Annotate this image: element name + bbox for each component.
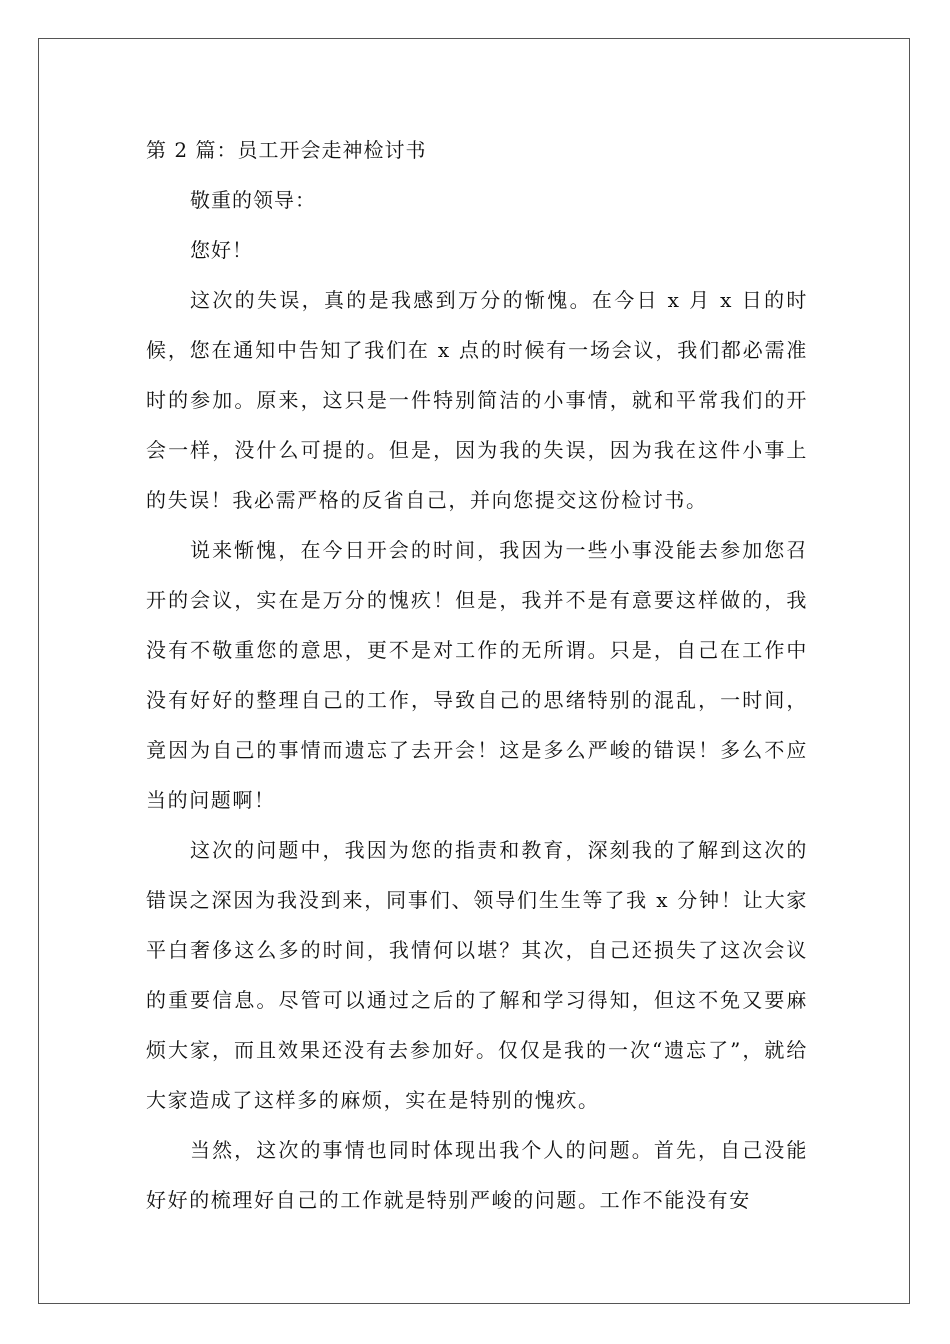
paragraph-2: 说来惭愧，在今日开会的时间，我因为一些小事没能去参加您召开的会议，实在是万分的愧疚！但是，我并不是有意要这样做的，我没有不敬重您的意思，更不是对工作的无所谓。只是，自己在工作中没有好好的整理自己的工作，导致自己的思绪特别的混乱，一时间，竟因为自己的事情而遗忘了去开会！这是多么严峻的错误！多么不应当的问题啊！ — [146, 538, 808, 812]
salutation: 敬重的领导： — [190, 188, 316, 212]
document-title: 第 2 篇：员工开会走神检讨书 — [146, 138, 427, 162]
paragraph-1: 这次的失误，真的是我感到万分的惭愧。在今日 x 月 x 日的时候，您在通知中告知了我们在 x 点的时候有一场会议，我们都必需准时的参加。原来，这只是一件特别简洁的小事情，就和平常我们的开会一样，没什么可提的。但是，因为我的失误，因为我在这件小事上的失误！我必需严格的反省自己，并向您提交这份检讨书。 — [146, 288, 808, 512]
document-body — [146, 125, 808, 1225]
paragraph-3: 这次的问题中，我因为您的指责和教育，深刻我的了解到这次的错误之深因为我没到来，同事们、领导们生生等了我 x 分钟！让大家平白奢侈这么多的时间，我情何以堪？其次，自己还损失了这次会议的重要信息。尽管可以通过之后的了解和学习得知，但这不免又要麻烦大家，而且效果还没有去参加好。仅仅是我的一次“遗忘了”，就给大家造成了这样多的麻烦，实在是特别的愧疚。 — [146, 838, 808, 1112]
paragraph-4: 当然，这次的事情也同时体现出我个人的问题。首先，自己没能好好的梳理好自己的工作就是特别严峻的问题。工作不能没有安 — [146, 1138, 808, 1212]
greeting: 您好！ — [190, 238, 253, 262]
